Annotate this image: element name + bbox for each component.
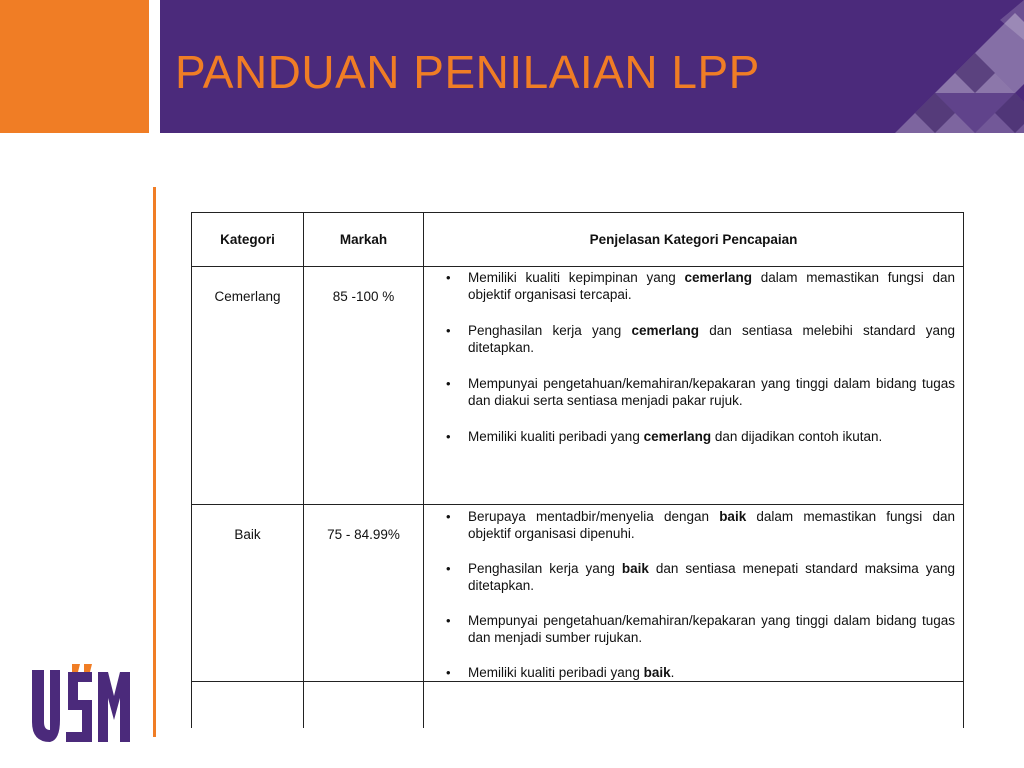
criteria-text-post: dalam memastikan fungsi dan objektif organisasi tercapai.: [468, 270, 955, 302]
criteria-text-pre: Memiliki kualiti peribadi yang: [468, 665, 644, 680]
cell-kategori: Baik: [192, 505, 304, 729]
list-item: [424, 269, 955, 303]
criteria-text-bold: cemerlang: [643, 429, 712, 444]
criteria-text-pre: Memiliki kualiti peribadi yang: [468, 429, 644, 444]
criteria-text-pre: Mempunyai pengetahuan/kemahiran/kepakaran yang tinggi dalam bidang tugas dan diakui serta sentiasa menjadi pakar rujuk.: [468, 376, 955, 408]
header-penjelasan: Penjelasan Kategori Pencapaian: [424, 213, 964, 267]
criteria-text-post: dan sentiasa melebihi standard yang ditetapkan.: [468, 323, 955, 355]
diamond-pattern-icon: [160, 0, 1024, 133]
header-band: [160, 0, 1024, 133]
criteria-text-pre: Penghasilan kerja yang: [468, 561, 622, 576]
criteria-text-post: dan dijadikan contoh ikutan.: [711, 429, 883, 444]
criteria-text-post: dan sentiasa menepati standard maksima yang ditetapkan.: [468, 561, 955, 593]
cell-markah: 75 - 84.99%: [304, 505, 424, 729]
table-row: [192, 505, 964, 729]
list-item: [424, 560, 955, 594]
slide-title: PANDUAN PENILAIAN LPP: [175, 46, 760, 98]
table-row: [192, 267, 964, 505]
cell-markah: 85 -100 %: [304, 267, 424, 505]
criteria-text-bold: baik: [621, 561, 649, 576]
criteria-list: [424, 267, 955, 445]
usm-logo: [28, 662, 134, 747]
list-item: [424, 375, 955, 409]
criteria-text-pre: Mempunyai pengetahuan/kemahiran/kepakaran yang tinggi dalam bidang tugas dan menjadi sumber rujukan.: [468, 613, 955, 645]
list-item: [424, 322, 955, 356]
cell-penjelasan: [424, 505, 964, 729]
assessment-table: [191, 212, 964, 728]
header-markah: Markah: [304, 213, 424, 267]
list-item: [424, 612, 955, 646]
criteria-text-pre: Memiliki kualiti kepimpinan yang: [468, 270, 685, 285]
header-kategori: Kategori: [192, 213, 304, 267]
criteria-text-pre: Berupaya mentadbir/menyelia dengan: [468, 509, 720, 524]
table-bottom-rule: [191, 681, 964, 682]
criteria-text-bold: baik: [643, 665, 671, 680]
header-orange-block: [0, 0, 149, 133]
criteria-text-post: dalam memastikan fungsi dan objektif organisasi dipenuhi.: [468, 509, 956, 541]
vertical-orange-line: [153, 187, 156, 737]
criteria-text-pre: Penghasilan kerja yang: [468, 323, 632, 338]
criteria-list: [424, 505, 955, 681]
cell-kategori: Cemerlang: [192, 267, 304, 505]
criteria-text-bold: baik: [719, 509, 747, 524]
list-item: [424, 428, 955, 445]
criteria-text-post: .: [670, 665, 675, 680]
cell-penjelasan: [424, 267, 964, 505]
table-header-row: [192, 213, 964, 267]
list-item: [424, 664, 955, 681]
header-gap: [149, 0, 160, 133]
criteria-text-bold: cemerlang: [631, 323, 700, 338]
list-item: [424, 508, 955, 542]
criteria-text-bold: cemerlang: [684, 270, 753, 285]
